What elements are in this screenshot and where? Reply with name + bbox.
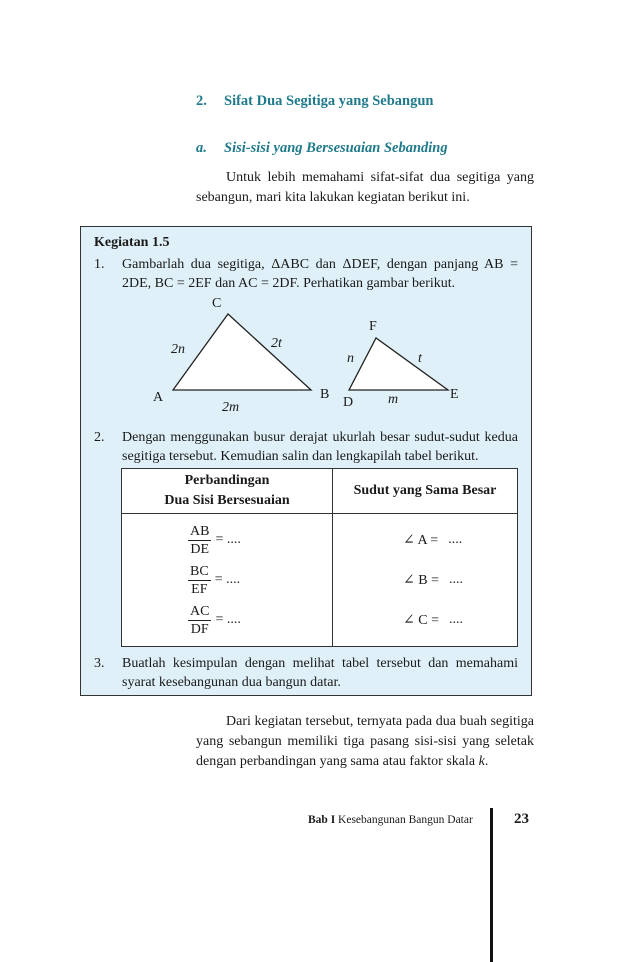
label-b: B xyxy=(320,387,330,402)
ratio-row-ac: $\frac{AC}{DF}$ = .... xyxy=(190,603,241,637)
footer-rule xyxy=(490,808,493,962)
header-ratio xyxy=(122,469,333,514)
fraction-ac: $\frac{AC}{DF}$ xyxy=(190,603,210,637)
label-c: C xyxy=(212,296,222,311)
table-body xyxy=(122,514,518,647)
item-text: Buatlah kesimpulan dengan melihat tabel tersebut dan memahami syarat kesebangunan dua bangun datar. xyxy=(122,656,518,690)
triangle-def xyxy=(349,338,448,390)
fraction-bc: $\frac{BC}{EF}$ xyxy=(190,563,209,597)
header-ratio-line1: Perbandingan xyxy=(184,473,270,488)
section-title: Sifat Dua Segitiga yang Sebangun xyxy=(224,93,434,109)
conclusion-paragraph: Dari kegiatan tersebut, ternyata pada dua buah segitiga yang sebangun memiliki tiga pasang sisi-sisi yang seletak dengan perbandingan yang sama atau faktor skala k. xyxy=(196,714,534,769)
section-number: 2. xyxy=(196,93,207,109)
label-2m: 2m xyxy=(222,400,240,415)
conclusion-text: Dari kegiatan tersebut, ternyata pada dua buah segitiga yang sebangun memiliki tiga pasang sisi-sisi yang seletak dengan perbandingan yang sama atau faktor skala xyxy=(196,714,534,769)
ratio-row-bc: $\frac{BC}{EF}$ = .... xyxy=(190,563,241,597)
angle-row-b: ∠ B = .... xyxy=(403,572,463,588)
subsection-letter: a. xyxy=(196,140,207,156)
subsection-heading xyxy=(196,140,448,157)
label-a: A xyxy=(153,390,164,405)
page-number: 23 xyxy=(514,811,529,827)
angle-cell xyxy=(333,514,518,647)
item-number: 3. xyxy=(94,656,105,671)
header-angle: Sudut yang Sama Besar xyxy=(333,469,518,514)
comparison-table xyxy=(121,468,518,647)
angle-row-c: ∠ C = .... xyxy=(403,612,463,628)
item-text: Gambarlah dua segitiga, ΔABC dan ΔDEF, dengan panjang AB = 2DE, BC = 2EF dan AC = 2DF. Perhatikan gambar berikut. xyxy=(122,257,518,291)
label-d: D xyxy=(343,395,354,410)
triangles-figure xyxy=(80,290,540,420)
item-number: 1. xyxy=(94,257,105,272)
section-heading xyxy=(196,93,434,110)
scale-factor-k: k xyxy=(478,754,485,769)
activity-item-1 xyxy=(94,255,518,295)
fraction-ab: $\frac{AB}{DE}$ xyxy=(190,523,210,557)
intro-paragraph: Untuk lebih memahami sifat-sifat dua segitiga yang sebangun, mari kita lakukan kegiatan berikut ini. xyxy=(196,170,534,205)
item-text: Dengan menggunakan busur derajat ukurlah besar sudut-sudut kedua segitiga tersebut. Kemudian salin dan lengkapilah tabel berikut. xyxy=(122,430,518,464)
activity-item-3 xyxy=(94,654,518,694)
table-header-row xyxy=(122,469,518,514)
item-number: 2. xyxy=(94,430,105,445)
triangle-abc xyxy=(173,314,311,390)
label-2t: 2t xyxy=(271,336,282,351)
activity-item-2 xyxy=(94,428,518,468)
ratio-row-ab: $\frac{AB}{DE}$ = .... xyxy=(190,523,241,557)
footer-bab: Bab I xyxy=(308,814,336,826)
label-n: n xyxy=(347,351,354,366)
footer-chapter xyxy=(308,814,473,826)
angle-row-a: ∠ A = .... xyxy=(403,532,463,548)
label-m: m xyxy=(388,392,399,407)
footer-chapter-title: Kesebangunan Bangun Datar xyxy=(338,814,473,826)
activity-title: Kegiatan 1.5 xyxy=(94,235,170,250)
header-ratio-line2: Dua Sisi Bersesuaian xyxy=(164,493,290,508)
subsection-title: Sisi-sisi yang Bersesuaian Sebanding xyxy=(224,140,448,156)
label-t: t xyxy=(418,351,422,366)
label-f: F xyxy=(369,319,377,334)
label-2n: 2n xyxy=(171,342,185,357)
label-e: E xyxy=(450,387,459,402)
ratio-cell xyxy=(122,514,333,647)
